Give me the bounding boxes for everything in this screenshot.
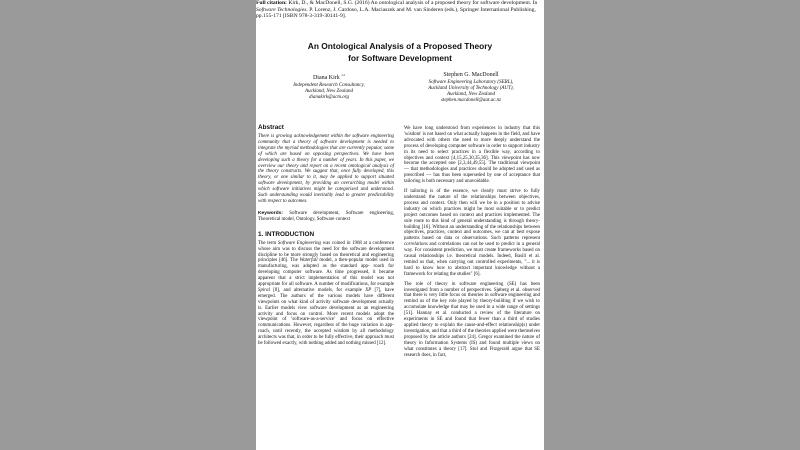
author-2 — [406, 72, 536, 104]
author-1-affil-2: Auckland, New Zealand — [305, 88, 353, 94]
author-1-email: dianakirk@acm.org — [308, 94, 350, 100]
intro-term-spiral: Spiral — [258, 287, 270, 293]
intro-text-c: was coined in 1968 at a conference whose aim was to discuss the need for the software development discipline to be more strongly based on theoretical and engineering principles [46]. The — [258, 240, 395, 264]
right-paragraph-3: The role of theory in software engineering (SE) has been investigated from a number of perspectives. Sjøberg et al. observed that there is very little focus on theories in software engineering and remind us of the key role played by theory-building if we wish to accumulate knowledge that may be used in a wide range of settings [51]. Hannay et al. conducted a review of the literature on experiments in SE and found that fewer than a third of studies applied theory to explain the cause-and-effect relationship(s) under investigation, and that a third of the theories applied were themselves proposed by the article authors [24]. Gregor examined the nature of theory in Information Systems (IS) and found multiple views on what constitutes a theory [17]. Stol and Fitzgerald argue that SE research does, in fact, — [404, 281, 540, 358]
right-column — [404, 126, 540, 362]
right-paragraph-2 — [404, 189, 540, 278]
author-2-affil-3: Auckland, New Zealand — [447, 91, 495, 97]
intro-text-i: [7], have emerged. The authors of the various models have different viewpoints on what kind of activity software development actually is. Earlier models view software development as an engineering activity and focus on control. More recent models adopt the viewpoint of 'software-as-a-service' and focus on effective communications. However, regardless of the huge variation in app- roach, until recently, the accepted wisdom by all methodology architects was that, in order to be fully effective, their approach must be followed exactly, with nothing added and nothing missed [12]. — [258, 287, 394, 347]
author-1-name: Diana Kirk — [312, 75, 340, 81]
author-1-mark: 1,2 — [341, 73, 346, 77]
intro-term-xp: XP — [365, 287, 372, 293]
intro-paragraph — [258, 241, 394, 347]
right-p2-term: correlations — [404, 242, 428, 248]
right-p2-text-a: If tailoring is of the essence, we clearly must strive to fully understand the nature of the relationships between objectives, process and context. Only then will we be in a position to advise industry on which practices might be most suitable or to predict project outcomes based on context and practices implemented. The sole route to this kind of general understanding is through theory-building [16]. Without an understanding of the relationships between objectives, practices, context and outcomes, we can at best expose patterns based on data or observations. Such patterns represent — [404, 189, 540, 242]
paper-title — [276, 40, 524, 64]
author-2-affil-2: Auckland University of Technology (AUT), — [428, 85, 514, 91]
author-1 — [264, 72, 394, 101]
citation-text-2: . P. Lorenz, J. Cardoso, L.A. Maciaszek and M. van Sinderen (eds.), Springer International Publishing, pp.155-171 [ISBN 978-3-319-30141-9]. — [256, 6, 536, 20]
author-1-affil-1: Independent Research Consultancy, — [293, 82, 365, 88]
intro-heading: 1. INTRODUCTION — [258, 230, 315, 238]
citation-book: Software Technologies — [256, 6, 307, 13]
keywords-label: Keywords: — [258, 210, 284, 216]
abstract-heading: Abstract — [258, 124, 284, 131]
author-1-name-line — [264, 72, 394, 83]
title-line-1: An Ontological Analysis of a Proposed Theory — [307, 41, 493, 51]
intro-text-a: The term — [258, 240, 278, 246]
intro-text-g: [8], and alternative models, for example — [269, 287, 366, 293]
intro-text-e: model, a then-popular model used in manufacturing, was adopted as the standard app- roach for developing computer software. As time progressed, it became apparent that a strict implementation of this model was not appropriate for all software. A number of modifications, for example — [258, 258, 395, 288]
title-line-2: for Software Development — [348, 53, 452, 63]
pdf-page — [256, 0, 544, 450]
intro-term-waterfall: Waterfall — [299, 258, 318, 264]
author-2-name: Stephen G. MacDonell — [443, 72, 499, 78]
keywords — [258, 211, 394, 223]
author-2-email: stephen.macdonell@aut.ac.nz — [440, 97, 501, 103]
right-p2-text-c: and correlations can not be used to predict in a general way. For consistent prediction, we must create frameworks based on causal relationships i.e. theoretical models. Indeed, Basili et al. remind us that, when carrying out controlled experiments, "... it is hard to know how to abstract important knowledge without a framework for relating the studies" [6]. — [404, 242, 540, 277]
left-column — [258, 124, 394, 351]
full-citation — [256, 0, 544, 28]
keywords-text: Software development, Software engineering, Theoretical model, Ontology, Software context — [258, 210, 394, 222]
citation-text-1: Kirk, D., & MacDonell, S.G. (2016) An ontological analysis of a proposed theory for software development. In — [286, 0, 538, 6]
intro-term-se: Software Engineering — [277, 240, 321, 246]
citation-label: Full citation: — [256, 0, 287, 6]
abstract-text: There is growing acknowledgement within the software engineering community that a theory of software development is needed to integrate the myriad methodologies that are currently popular, some of which are based on opposing perspectives. We have been developing such a theory for a number of years. In this paper, we overview our theory and report on a recent ontological analysis of the theory constructs. We suggest that, once fully developed, this theory, or one similar to it, may be applied to support situated software development, by providing an overarching model within which software initiatives might be categorised and understood. Such understanding would inevitably lead to greater predictability with respect to outcomes. — [258, 134, 394, 204]
right-paragraph-1: We have long understood from experiences in industry that this 'wisdom' is not based on what actually happens in the field, and have advocated with others the need to more deeply understand the process of developing computer software in order to support industry in its need to select practices in a flexible way, according to objectives and context [4,15,25,30,35,36]. This viewpoint has now become the accepted one [2,3,44,49,55]. The traditional viewpoint — that methodologies and practices should be adopted and used as prescribed — has thus been superseded by one of acceptance that tailoring is both necessary and unavoidable. — [404, 126, 540, 185]
author-2-affil-1: Software Engineering Laboratory (SERL), — [428, 79, 514, 85]
